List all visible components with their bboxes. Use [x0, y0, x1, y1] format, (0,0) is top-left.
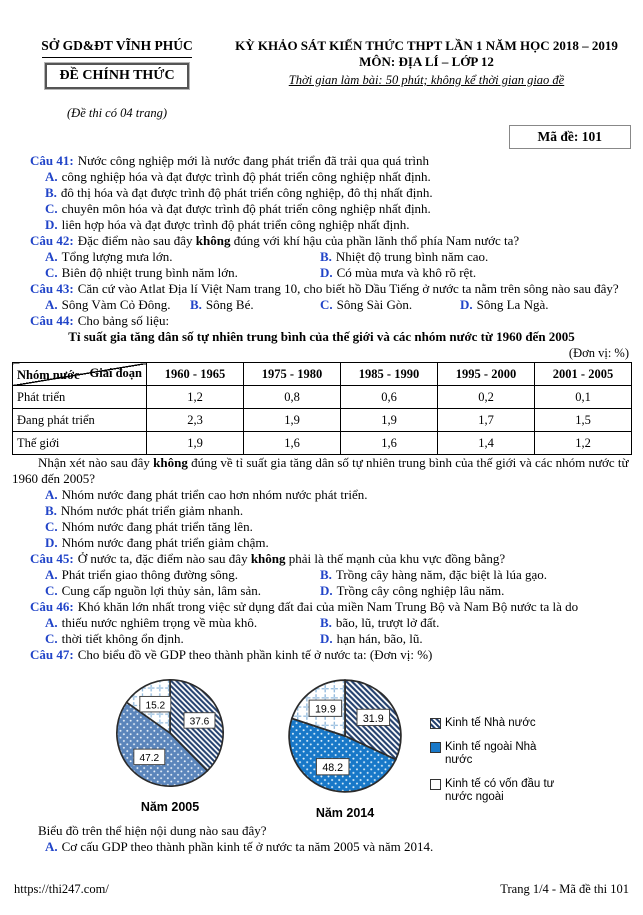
table-row: [13, 432, 632, 455]
table-cell: 0,6: [341, 386, 438, 409]
pie-2014-title: Năm 2014: [315, 806, 375, 820]
after-chart-text: Biểu đồ trên thể hiện nội dung nào sau đây?: [38, 823, 267, 838]
option-letter: B.: [190, 297, 202, 312]
legend-marker-blue-icon: [430, 742, 441, 753]
option-letter: A.: [45, 567, 58, 582]
option-letter: B.: [320, 249, 332, 264]
data-table: [12, 362, 632, 455]
question-44-intro: Cho bảng số liệu:: [77, 313, 170, 328]
corner-top-label: Giai đoạn: [89, 366, 142, 380]
legend-item-state: [430, 717, 560, 730]
table-cell: 1,6: [341, 432, 438, 455]
column-header: 1975 - 1980: [244, 363, 341, 386]
option-text: thiếu nước nghiêm trọng về mùa khô.: [61, 615, 258, 630]
option-letter: B.: [45, 503, 57, 518]
option-letter: C.: [320, 297, 333, 312]
option-text: Nhóm nước đang phát triển cao hơn nhóm nước phát triển.: [61, 487, 368, 502]
option-41d: [12, 217, 631, 233]
column-header: 2001 - 2005: [535, 363, 632, 386]
question-45-number: Câu 45:: [30, 551, 74, 566]
option-text: Sông Sài Gòn.: [336, 297, 413, 312]
table-cell: 1,7: [438, 409, 535, 432]
option-letter: A.: [45, 169, 58, 184]
option-42b: [320, 249, 631, 265]
option-46b: [320, 615, 631, 631]
option-text: Sông Vàm Cỏ Đông.: [61, 297, 171, 312]
code-row: [12, 125, 631, 149]
legend-label: Kinh tế có vốn đầu tư nước ngoài: [445, 778, 555, 803]
option-letter: A.: [45, 615, 58, 630]
option-letter: A.: [45, 249, 58, 264]
option-text: Biên độ nhiệt trung bình năm lớn.: [61, 265, 238, 280]
table-cell: 1,2: [147, 386, 244, 409]
table-cell: 0,2: [438, 386, 535, 409]
header-right: [222, 38, 631, 121]
option-text: Có mùa mưa và khô rõ rệt.: [336, 265, 477, 280]
footer-url: https://thi247.com/: [14, 882, 109, 896]
legend-label: Kinh tế ngoài Nhà nước: [445, 741, 537, 766]
option-letter: A.: [45, 297, 58, 312]
row-label: Phát triển: [13, 386, 147, 409]
question-42-text: Đặc điểm nào sau đây: [77, 233, 196, 248]
table-cell: 0,1: [535, 386, 632, 409]
table-cell: 1,4: [438, 432, 535, 455]
option-43b: [190, 297, 320, 313]
question-41: [12, 153, 631, 169]
option-42a: [45, 249, 320, 265]
option-41a: [12, 169, 631, 185]
option-45c: [45, 583, 320, 599]
row-label: Thế giới: [13, 432, 147, 455]
legend-marker-white-icon: [430, 779, 441, 790]
option-43d: [460, 297, 631, 313]
options-42: [12, 249, 631, 281]
option-45d: [320, 583, 631, 599]
option-text: bão, lũ, trượt lở đất.: [335, 615, 440, 630]
table-cell: 1,5: [535, 409, 632, 432]
table-cell: 1,9: [244, 409, 341, 432]
emphasis-khong: không: [250, 551, 286, 566]
option-letter: C.: [45, 201, 58, 216]
corner-bottom-label: Nhóm nước: [17, 368, 80, 382]
table-cell: 1,6: [244, 432, 341, 455]
table-title: Tỉ suất gia tăng dân số tự nhiên trung bình của thế giới và các nhóm nước từ 1960 đến 2005: [68, 329, 575, 344]
option-letter: C.: [45, 583, 58, 598]
pie-value-label: 48.2: [322, 762, 344, 775]
question-43: [12, 281, 631, 297]
option-41c: [12, 201, 631, 217]
header-left: [12, 38, 222, 121]
page-header: [12, 38, 631, 121]
legend-item-nonstate: [430, 741, 560, 767]
question-41-number: Câu 41:: [30, 153, 74, 168]
question-44: [12, 313, 631, 329]
question-42-text-cont: đúng với khí hậu của phần lãnh thổ phía Nam nước ta?: [230, 233, 520, 248]
option-text: Nhóm nước đang phát triển tăng lên.: [61, 519, 253, 534]
table-cell: 1,9: [341, 409, 438, 432]
option-letter: B.: [320, 615, 332, 630]
option-text: Tổng lượng mưa lớn.: [61, 249, 173, 264]
options-46: [12, 615, 631, 647]
option-text: Trồng cây hàng năm, đặc biệt là lúa gạo.: [335, 567, 547, 582]
option-letter: A.: [45, 839, 58, 854]
table-unit: (Đơn vị: %): [568, 346, 629, 360]
pie-value-label: 15.2: [145, 700, 166, 712]
official-exam-box: ĐỀ CHÍNH THỨC: [45, 63, 188, 89]
option-letter: A.: [45, 487, 58, 502]
question-47-number: Câu 47:: [30, 647, 74, 662]
option-45a: [45, 567, 320, 583]
option-46a: [45, 615, 320, 631]
question-46-number: Câu 46:: [30, 599, 74, 614]
table-cell: 0,8: [244, 386, 341, 409]
pie-charts: [112, 675, 631, 821]
pie-value-label: 37.6: [189, 716, 210, 728]
question-47: [12, 647, 631, 663]
subject-title: MÔN: ĐỊA LÍ – LỚP 12: [359, 54, 494, 69]
department-name: SỞ GD&ĐT VĨNH PHÚC: [41, 38, 193, 53]
pages-note: (Đề thi có 04 trang): [67, 106, 167, 120]
options-43: [12, 297, 631, 313]
option-letter: C.: [45, 265, 58, 280]
column-header: 1985 - 1990: [341, 363, 438, 386]
option-44b: [12, 503, 631, 519]
option-text: Trồng cây công nghiệp lâu năm.: [336, 583, 505, 598]
option-letter: C.: [45, 631, 58, 646]
options-45: [12, 567, 631, 599]
option-47a: [12, 839, 631, 855]
option-text: đô thị hóa và đạt được trình độ phát triển công nghiệp, đô thị nhất định.: [60, 185, 433, 200]
table-row: [13, 386, 632, 409]
option-letter: D.: [320, 265, 333, 280]
question-45: [12, 551, 631, 567]
option-42d: [320, 265, 631, 281]
option-letter: C.: [45, 519, 58, 534]
option-letter: D.: [45, 217, 58, 232]
option-letter: B.: [320, 567, 332, 582]
question-43-text: Căn cứ vào Atlat Địa lí Việt Nam trang 10, cho biết hồ Dầu Tiếng ở nước ta nằm trên sông nào sau đây?: [77, 281, 619, 296]
option-letter: B.: [45, 185, 57, 200]
table-cell: 1,2: [535, 432, 632, 455]
legend-marker-stripe-icon: [430, 718, 441, 729]
option-text: chuyên môn hóa và đạt được trình độ phát triển công nghiệp nhất định.: [61, 201, 431, 216]
option-letter: D.: [460, 297, 473, 312]
pie-2005-title: Năm 2005: [140, 800, 200, 814]
question-45-text: Ở nước ta, đặc điểm nào sau đây: [77, 551, 251, 566]
exam-code-box: Mã đề: 101: [509, 125, 632, 149]
question-42: [12, 233, 631, 249]
option-44d: [12, 535, 631, 551]
question-45-text-cont: phải là thế mạnh của khu vực đồng bằng?: [285, 551, 506, 566]
column-header: 1960 - 1965: [147, 363, 244, 386]
option-text: Sông Bé.: [205, 297, 254, 312]
option-text: Nhiệt độ trung bình năm cao.: [335, 249, 489, 264]
table-row: [13, 409, 632, 432]
pie-chart-2005: [112, 675, 228, 791]
option-text: Phát triển giao thông đường sông.: [61, 567, 239, 582]
pie-value-label: 19.9: [315, 703, 336, 716]
page-footer: [14, 881, 629, 897]
option-letter: D.: [320, 583, 333, 598]
question-47-after: [12, 823, 631, 839]
emphasis-khong: không: [153, 455, 188, 470]
option-letter: D.: [45, 535, 58, 550]
option-text: thời tiết không ổn định.: [61, 631, 184, 646]
row-label: Đang phát triển: [13, 409, 147, 432]
table-cell: 1,9: [147, 432, 244, 455]
option-text: hạn hán, bão, lũ.: [336, 631, 423, 646]
option-text: liên hợp hóa và đạt được trình độ phát triển công nghiệp nhất định.: [61, 217, 410, 232]
legend-label: Kinh tế Nhà nước: [445, 717, 536, 729]
option-letter: D.: [320, 631, 333, 646]
question-42-number: Câu 42:: [30, 233, 74, 248]
option-46c: [45, 631, 320, 647]
exam-title: KỲ KHẢO SÁT KIẾN THỨC THPT LẦN 1 NĂM HỌC 2018 – 2019: [235, 38, 618, 53]
table-corner-cell: [13, 363, 147, 386]
note-text: Nhận xét nào sau đây: [38, 455, 154, 470]
question-43-number: Câu 43:: [30, 281, 74, 296]
question-47-text: Cho biểu đồ về GDP theo thành phần kinh tế ở nước ta: (Đơn vị: %): [77, 647, 433, 662]
option-43a: [45, 297, 190, 313]
table-cell: 2,3: [147, 409, 244, 432]
question-46-text: Khó khăn lớn nhất trong việc sử dụng đất đai của miền Nam Trung Bộ và Nam Bộ nước ta là do: [77, 599, 579, 614]
note-text-cont: đúng về tỉ suất gia tăng dân số tự nhiên trung bình của thế giới và các nhóm nước từ 1960 đến 2005?: [12, 455, 629, 486]
emphasis-khong: không: [195, 233, 231, 248]
footer-page-number: Trang 1/4 - Mã đề thi 101: [500, 882, 629, 896]
legend-item-foreign: [430, 778, 560, 804]
option-text: Cung cấp nguồn lợi thủy sản, lâm sản.: [61, 583, 261, 598]
option-43c: [320, 297, 460, 313]
option-text: công nghiệp hóa và đạt được trình độ phát triển công nghiệp nhất định.: [61, 169, 431, 184]
question-44-note: [12, 455, 631, 487]
option-46d: [320, 631, 631, 647]
option-text: Nhóm nước đang phát triển giảm chậm.: [61, 535, 269, 550]
question-44-number: Câu 44:: [30, 313, 74, 328]
time-note: Thời gian làm bài: 50 phút; không kể thời gian giao đề: [288, 73, 565, 87]
column-header: 1995 - 2000: [438, 363, 535, 386]
option-41b: [12, 185, 631, 201]
question-41-text: Nước công nghiệp mới là nước đang phát triển đã trải qua quá trình: [77, 153, 430, 168]
pie-value-label: 47.2: [139, 753, 160, 765]
option-44a: [12, 487, 631, 503]
option-text: Cơ cấu GDP theo thành phần kinh tế ở nước ta năm 2005 và năm 2014.: [61, 839, 434, 854]
option-text: Sông La Ngà.: [476, 297, 549, 312]
option-44c: [12, 519, 631, 535]
header-divider: [42, 57, 192, 58]
option-text: Nhóm nước phát triển giảm nhanh.: [60, 503, 244, 518]
pie-chart-2014: [284, 675, 406, 797]
pie-2005-block: [112, 675, 228, 815]
option-45b: [320, 567, 631, 583]
table-header-row: [13, 363, 632, 386]
option-42c: [45, 265, 320, 281]
pie-value-label: 31.9: [362, 712, 384, 725]
pie-2014-block: [284, 675, 406, 821]
chart-legend: [430, 717, 560, 815]
question-46: [12, 599, 631, 615]
